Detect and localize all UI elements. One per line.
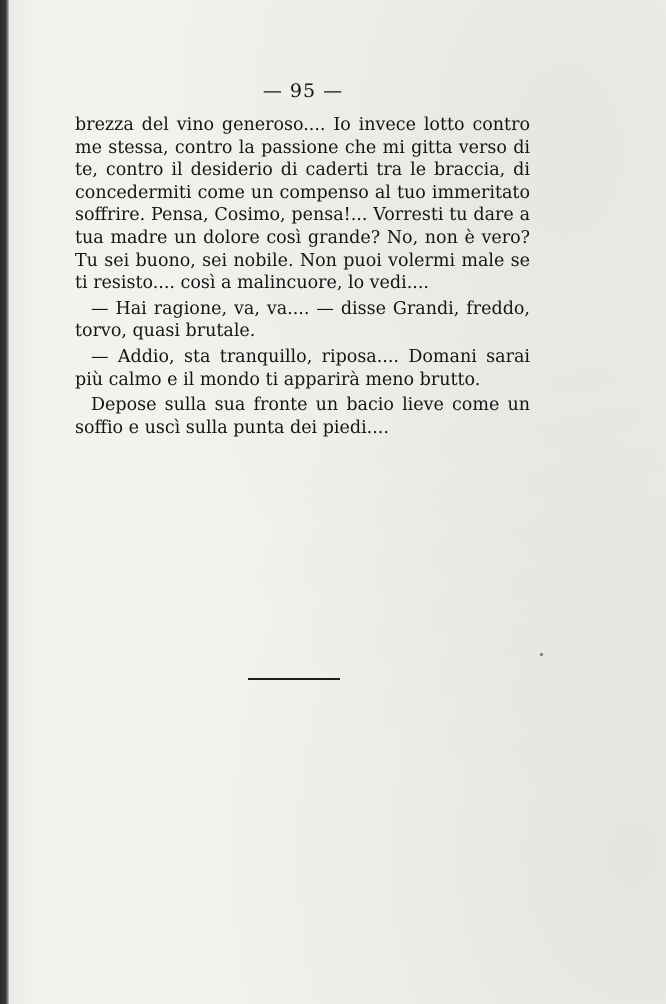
paragraph-dialogue-addio: — Addio, sta tranquillo, riposa.... Domani sarai più calmo e il mondo ti apparirà meno brutto.	[75, 346, 530, 390]
chapter-end-rule	[248, 678, 340, 680]
paper-speck	[540, 653, 543, 656]
binding-edge-shadow	[0, 0, 9, 1004]
body-text	[75, 114, 530, 439]
paragraph-dialogue-grandi: — Hai ragione, va, va.... — disse Grandi, freddo, torvo, quasi brutale.	[75, 298, 530, 342]
paragraph-continuation: brezza del vino generoso.... Io invece lotto contro me stessa, contro la passione che mi gitta verso di te, contro il desiderio di caderti tra le braccia, di concedermiti come un compenso al tuo immeritato soffrire. Pensa, Cosimo, pensa!... Vorresti tu dare a tua madre un dolore così grande? No, non è vero? Tu sei buono, sei nobile. Non puoi volermi male se ti resisto.... così a malincuore, lo vedi....	[75, 115, 530, 294]
page-number: — 95 —	[262, 80, 344, 102]
paragraph-closing: Depose sulla sua fronte un bacio lieve come un soffio e uscì sulla punta dei piedi....	[75, 395, 530, 438]
